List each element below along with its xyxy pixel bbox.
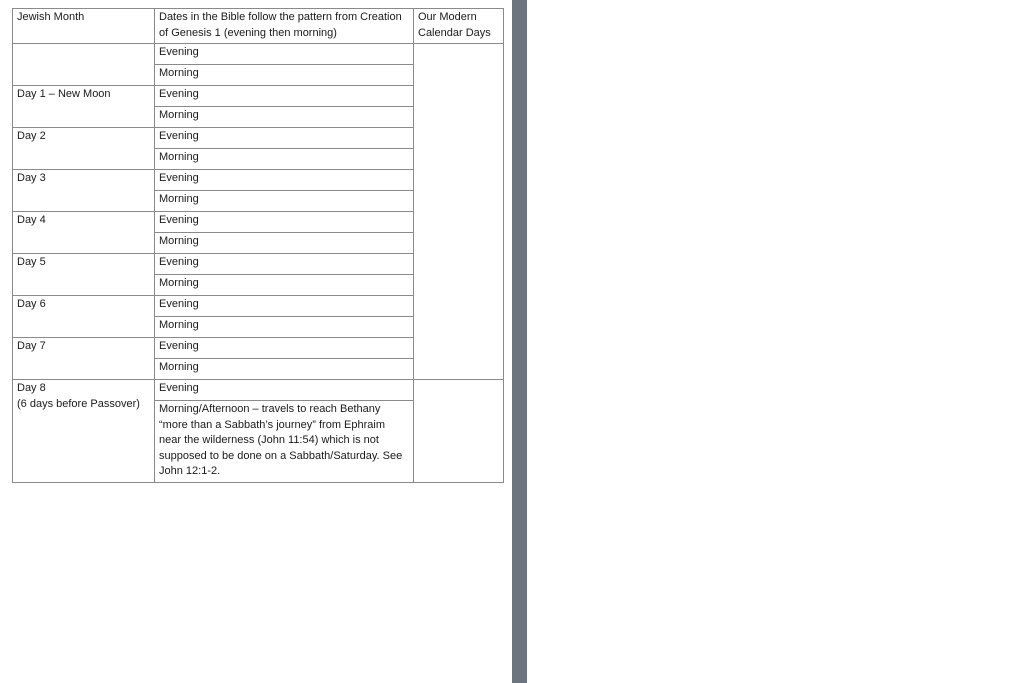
day-label: Day 2: [13, 128, 155, 170]
morning-cell: Morning: [155, 359, 414, 380]
evening-cell: Evening: [155, 212, 414, 233]
weekday-cell-blank: [414, 380, 504, 483]
calendar-table-left: [12, 8, 504, 483]
weekday-cell-blank: [414, 44, 504, 380]
day-label-blank: [13, 44, 155, 86]
day-label: Day 7: [13, 338, 155, 380]
table-row: [13, 380, 504, 401]
evening-cell: Evening: [155, 86, 414, 107]
evening-cell: Evening: [155, 296, 414, 317]
morning-cell: Morning: [155, 149, 414, 170]
evening-cell: Evening: [155, 254, 414, 275]
morning-cell: Morning/Afternoon – travels to reach Bethany “more than a Sabbath’s journey” from Ephraim near the wilderness (John 11:54) which is not supposed to be done on a Sabbath/Saturday. See John 12:1-2.: [155, 401, 414, 483]
day-label-name: Day 8: [17, 382, 46, 394]
header-modern-days: Our Modern Calendar Days: [414, 9, 504, 44]
day-label-sub: (6 days before Passover): [17, 397, 140, 410]
evening-cell: Evening: [155, 44, 414, 65]
day-label: Day 4: [13, 212, 155, 254]
right-page: [527, 0, 1024, 683]
morning-cell: Morning: [155, 107, 414, 128]
day-label: Day 3: [13, 170, 155, 212]
morning-cell: Morning: [155, 191, 414, 212]
evening-cell: Evening: [155, 128, 414, 149]
morning-cell: Morning: [155, 65, 414, 86]
evening-cell: Evening: [155, 380, 414, 401]
evening-cell: Evening: [155, 338, 414, 359]
morning-cell: Morning: [155, 317, 414, 338]
table-row: [13, 44, 504, 65]
evening-cell: Evening: [155, 170, 414, 191]
morning-cell: Morning: [155, 275, 414, 296]
table-header-row: [13, 9, 504, 44]
day-label: [13, 380, 155, 483]
day-label: Day 6: [13, 296, 155, 338]
header-bible-dates: Dates in the Bible follow the pattern from Creation of Genesis 1 (evening then morning): [155, 9, 414, 44]
day-label: Day 1 – New Moon: [13, 86, 155, 128]
header-jewish-month: Jewish Month: [13, 9, 155, 44]
day-label: Day 5: [13, 254, 155, 296]
morning-cell: Morning: [155, 233, 414, 254]
